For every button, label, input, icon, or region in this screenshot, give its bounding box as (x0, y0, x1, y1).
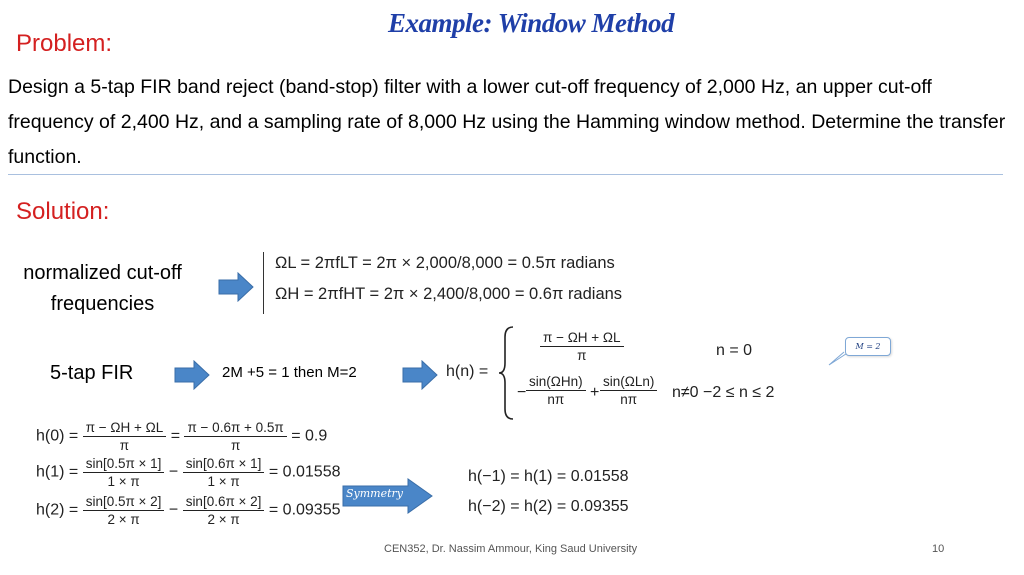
slide-title: Example: Window Method (388, 8, 675, 38)
h0-row: h(0) = $\frac{\pi - \Omega H + \Omega L}{\pi}$ = $\frac{\pi - 0.6\pi + 0.5\pi}{\pi}$ = 0.9 (36, 420, 328, 453)
case2-fraction-1: $\frac{\text{sin(ΩHn)}}{n\pi}$ (526, 374, 586, 407)
five-tap-label: 5-tap FIR (50, 362, 134, 384)
h1-row: h(1) = $\frac{\sin[0.5\pi \times 1]}{1 \times \pi}$ − $\frac{\sin[0.6\pi \times 1]}{1 \times \pi}$ = 0.01558 (36, 456, 341, 489)
page-number: 10 (932, 543, 945, 555)
right-arrow-icon (174, 360, 210, 390)
right-arrow-icon (402, 360, 438, 390)
footer-credit: CEN352, Dr. Nassim Ammour, King Saud University (384, 543, 638, 555)
case1-condition: n = 0 (716, 342, 753, 359)
case1-fraction: $\frac{\pi - \Omega H + \Omega L}{\pi}$ (540, 330, 624, 363)
case2-fraction-2: $\frac{\text{sin(ΩLn)}}{n\pi}$ (600, 374, 657, 407)
case2-condition: n≠0 −2 ≤ n ≤ 2 (672, 384, 775, 401)
symmetry-h2: h(−2) = h(2) = 0.09355 (468, 498, 629, 515)
hn-lhs: h(n) = (446, 363, 489, 380)
equation-bracket (263, 252, 269, 314)
divider (8, 174, 1003, 175)
case2-plus: + (590, 384, 600, 401)
omega-l-equation: ΩL = 2πfLT = 2π × 2,000/8,000 = 0.5π radians (275, 254, 615, 272)
h2-row: h(2) = $\frac{\sin[0.5\pi \times 2]}{2 \times \pi}$ − $\frac{\sin[0.6\pi \times 2]}{2 \times \pi}$ = 0.09355 (36, 494, 341, 527)
solution-heading: Solution: (16, 198, 110, 225)
omega-h-equation: ΩH = 2πfHT = 2π × 2,400/8,000 = 0.6π radians (275, 285, 623, 303)
case2-minus: − (517, 384, 527, 401)
m-callout: M = 2 (845, 337, 891, 356)
right-arrow-icon (218, 272, 254, 302)
left-brace-icon (497, 325, 517, 421)
symmetry-h1: h(−1) = h(1) = 0.01558 (468, 468, 629, 485)
problem-heading: Problem: (16, 30, 113, 57)
m-equation: 2M +5 = 1 then M=2 (222, 364, 357, 381)
problem-text: Design a 5-tap FIR band reject (band-stop) filter with a lower cut-off frequency of 2,000 Hz, an upper cut-off frequency of 2,400 Hz, and a sampling rate of 8,000 Hz using the Hamming window method. Determine the transfer function. (8, 76, 1006, 168)
symmetry-label: Symmetry (346, 487, 404, 500)
normalized-cutoff-label: normalized cut-off frequencies (23, 262, 182, 315)
